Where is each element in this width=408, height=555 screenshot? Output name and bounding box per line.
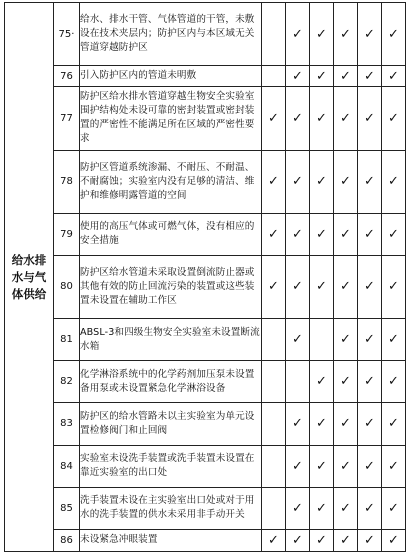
level-cell bbox=[262, 3, 286, 66]
item-number bbox=[54, 403, 80, 445]
level-cell bbox=[358, 529, 382, 551]
level-cell bbox=[310, 255, 334, 318]
level-cell bbox=[358, 213, 382, 255]
item-number-text: 76 bbox=[60, 70, 73, 82]
item-number-text: 79 bbox=[60, 228, 73, 240]
check-mark-icon: ✓ bbox=[364, 279, 375, 295]
category-cell bbox=[5, 3, 54, 552]
level-cell bbox=[358, 361, 382, 403]
check-mark-icon: ✓ bbox=[388, 279, 399, 295]
table-row bbox=[5, 255, 406, 318]
level-cell bbox=[382, 3, 406, 66]
item-number-text: 84 bbox=[60, 460, 73, 472]
check-mark-icon: ✓ bbox=[388, 500, 399, 516]
check-mark-icon: ✓ bbox=[268, 174, 279, 190]
item-number-suffix: · bbox=[71, 28, 75, 40]
item-description: 化学淋浴系统中的化学药剂加压泵未设置备用泵或未设置紧急化学淋浴设备 bbox=[80, 361, 262, 403]
check-mark-icon: ✓ bbox=[340, 500, 351, 516]
table-row bbox=[5, 66, 406, 87]
check-mark-icon: ✓ bbox=[268, 279, 279, 295]
check-mark-icon: ✓ bbox=[364, 68, 375, 84]
level-cell bbox=[310, 445, 334, 487]
check-mark-icon: ✓ bbox=[364, 500, 375, 516]
item-description: 防护区给水管道未采取设置倒流防止器或其他有效的防止回流污染的装置或这些装置未设置在辅助工作区 bbox=[80, 255, 262, 318]
check-mark-icon: ✓ bbox=[292, 174, 303, 190]
item-number bbox=[54, 487, 80, 529]
check-mark-icon: ✓ bbox=[340, 532, 351, 548]
level-cell bbox=[382, 361, 406, 403]
level-cell bbox=[262, 150, 286, 213]
check-mark-icon: ✓ bbox=[316, 68, 327, 84]
requirements-table bbox=[4, 2, 406, 552]
check-mark-icon: ✓ bbox=[388, 26, 399, 42]
level-cell bbox=[358, 66, 382, 87]
table-row bbox=[5, 529, 406, 551]
level-cell bbox=[382, 403, 406, 445]
check-mark-icon: ✓ bbox=[340, 110, 351, 126]
check-mark-icon: ✓ bbox=[388, 532, 399, 548]
level-cell bbox=[358, 3, 382, 66]
check-mark-icon: ✓ bbox=[316, 279, 327, 295]
level-cell bbox=[310, 150, 334, 213]
level-cell bbox=[382, 445, 406, 487]
level-cell bbox=[286, 361, 310, 403]
check-mark-icon: ✓ bbox=[316, 226, 327, 242]
level-cell bbox=[262, 361, 286, 403]
level-cell bbox=[358, 403, 382, 445]
level-cell bbox=[358, 150, 382, 213]
level-cell bbox=[334, 403, 358, 445]
level-cell bbox=[334, 255, 358, 318]
check-mark-icon: ✓ bbox=[340, 226, 351, 242]
table-row bbox=[5, 445, 406, 487]
check-mark-icon: ✓ bbox=[316, 174, 327, 190]
table-row bbox=[5, 361, 406, 403]
level-cell bbox=[262, 445, 286, 487]
level-cell bbox=[310, 361, 334, 403]
check-mark-icon: ✓ bbox=[388, 374, 399, 390]
item-number bbox=[54, 213, 80, 255]
check-mark-icon: ✓ bbox=[268, 226, 279, 242]
level-cell bbox=[286, 213, 310, 255]
check-mark-icon: ✓ bbox=[388, 458, 399, 474]
level-cell bbox=[262, 529, 286, 551]
level-cell bbox=[286, 87, 310, 150]
level-cell bbox=[310, 319, 334, 361]
level-cell bbox=[334, 213, 358, 255]
level-cell bbox=[310, 487, 334, 529]
table-row bbox=[5, 3, 406, 66]
level-cell bbox=[334, 87, 358, 150]
item-number bbox=[54, 66, 80, 87]
item-description: 防护区的给水管路未以主实验室为单元设置检修阀门和止回阀 bbox=[80, 403, 262, 445]
check-mark-icon: ✓ bbox=[340, 416, 351, 432]
level-cell bbox=[262, 487, 286, 529]
level-cell bbox=[286, 3, 310, 66]
level-cell bbox=[286, 255, 310, 318]
table-body bbox=[5, 3, 406, 552]
item-number-text: 86 bbox=[60, 534, 73, 546]
level-cell bbox=[382, 319, 406, 361]
level-cell bbox=[310, 213, 334, 255]
level-cell bbox=[262, 213, 286, 255]
level-cell bbox=[334, 3, 358, 66]
level-cell bbox=[334, 66, 358, 87]
level-cell bbox=[358, 255, 382, 318]
level-cell bbox=[358, 87, 382, 150]
item-description: ABSL-3和四级生物安全实验室未设置断流水箱 bbox=[80, 319, 262, 361]
check-mark-icon: ✓ bbox=[364, 374, 375, 390]
check-mark-icon: ✓ bbox=[292, 226, 303, 242]
item-number bbox=[54, 445, 80, 487]
level-cell bbox=[262, 66, 286, 87]
table-row bbox=[5, 150, 406, 213]
item-number bbox=[54, 255, 80, 318]
item-description: 防护区给水排水管道穿越生物安全实验室围护结构处未设可靠的密封装置或密封装置的严密性不能满足所在区域的严密性要求 bbox=[80, 87, 262, 150]
check-mark-icon: ✓ bbox=[340, 374, 351, 390]
level-cell bbox=[382, 66, 406, 87]
check-mark-icon: ✓ bbox=[388, 226, 399, 242]
item-description: 防护区管道系统渗漏、不耐压、不耐温、不耐腐蚀；实验室内没有足够的清洁、维护和维修明露管道的空间 bbox=[80, 150, 262, 213]
level-cell bbox=[382, 150, 406, 213]
check-mark-icon: ✓ bbox=[340, 279, 351, 295]
level-cell bbox=[286, 445, 310, 487]
check-mark-icon: ✓ bbox=[292, 110, 303, 126]
check-mark-icon: ✓ bbox=[316, 416, 327, 432]
item-number-text: 85 bbox=[60, 502, 73, 514]
check-mark-icon: ✓ bbox=[292, 26, 303, 42]
category-label-line: 水与气 bbox=[11, 269, 47, 284]
check-mark-icon: ✓ bbox=[364, 226, 375, 242]
level-cell bbox=[262, 255, 286, 318]
level-cell bbox=[382, 529, 406, 551]
level-cell bbox=[286, 150, 310, 213]
item-number-text: 81 bbox=[60, 334, 73, 346]
check-mark-icon: ✓ bbox=[340, 458, 351, 474]
level-cell bbox=[382, 255, 406, 318]
item-number bbox=[54, 361, 80, 403]
item-description: 引入防护区内的管道未明敷 bbox=[80, 66, 262, 87]
check-mark-icon: ✓ bbox=[268, 532, 279, 548]
item-number-text: 77 bbox=[60, 112, 73, 124]
check-mark-icon: ✓ bbox=[388, 174, 399, 190]
item-description: 给水、排水干管、气体管道的干管，未敷设在技术夹层内；防护区内与本区域无关管道穿越防护区 bbox=[80, 3, 262, 66]
level-cell bbox=[310, 403, 334, 445]
level-cell bbox=[334, 361, 358, 403]
table-row bbox=[5, 213, 406, 255]
item-description: 实验室未设洗手装置或洗手装置未设置在靠近实验室的出口处 bbox=[80, 445, 262, 487]
check-mark-icon: ✓ bbox=[388, 332, 399, 348]
check-mark-icon: ✓ bbox=[364, 26, 375, 42]
check-mark-icon: ✓ bbox=[268, 110, 279, 126]
check-mark-icon: ✓ bbox=[364, 332, 375, 348]
level-cell bbox=[286, 403, 310, 445]
table-row bbox=[5, 87, 406, 150]
level-cell bbox=[286, 66, 310, 87]
item-number-text: 75 bbox=[58, 28, 72, 40]
item-number-text: 82 bbox=[60, 376, 73, 388]
check-mark-icon: ✓ bbox=[340, 68, 351, 84]
check-mark-icon: ✓ bbox=[340, 26, 351, 42]
check-mark-icon: ✓ bbox=[316, 532, 327, 548]
check-mark-icon: ✓ bbox=[388, 416, 399, 432]
item-number bbox=[54, 87, 80, 150]
check-mark-icon: ✓ bbox=[364, 174, 375, 190]
level-cell bbox=[382, 87, 406, 150]
item-number bbox=[54, 150, 80, 213]
check-mark-icon: ✓ bbox=[292, 458, 303, 474]
check-mark-icon: ✓ bbox=[388, 110, 399, 126]
item-description: 未设紧急冲眼装置 bbox=[80, 529, 262, 551]
level-cell bbox=[334, 529, 358, 551]
category-label-line: 给水排 bbox=[11, 252, 47, 267]
check-mark-icon: ✓ bbox=[292, 332, 303, 348]
item-number-text: 80 bbox=[60, 281, 73, 293]
check-mark-icon: ✓ bbox=[316, 26, 327, 42]
check-mark-icon: ✓ bbox=[388, 68, 399, 84]
level-cell bbox=[382, 487, 406, 529]
level-cell bbox=[334, 445, 358, 487]
level-cell bbox=[286, 529, 310, 551]
check-mark-icon: ✓ bbox=[316, 458, 327, 474]
check-mark-icon: ✓ bbox=[316, 110, 327, 126]
level-cell bbox=[310, 66, 334, 87]
table-row bbox=[5, 403, 406, 445]
item-number bbox=[54, 3, 80, 66]
item-number bbox=[54, 319, 80, 361]
check-mark-icon: ✓ bbox=[292, 279, 303, 295]
item-description: 使用的高压气体或可燃气体，没有相应的安全措施 bbox=[80, 213, 262, 255]
item-number-text: 78 bbox=[60, 176, 73, 188]
check-mark-icon: ✓ bbox=[364, 458, 375, 474]
level-cell bbox=[310, 87, 334, 150]
check-mark-icon: ✓ bbox=[340, 174, 351, 190]
level-cell bbox=[262, 403, 286, 445]
table-row bbox=[5, 319, 406, 361]
check-mark-icon: ✓ bbox=[292, 416, 303, 432]
check-mark-icon: ✓ bbox=[316, 500, 327, 516]
level-cell bbox=[382, 213, 406, 255]
item-description: 洗手装置未设在主实验室出口处或对于用水的洗手装置的供水未采用非手动开关 bbox=[80, 487, 262, 529]
check-mark-icon: ✓ bbox=[292, 500, 303, 516]
check-mark-icon: ✓ bbox=[364, 110, 375, 126]
level-cell bbox=[358, 445, 382, 487]
check-mark-icon: ✓ bbox=[292, 68, 303, 84]
level-cell bbox=[334, 319, 358, 361]
check-mark-icon: ✓ bbox=[364, 416, 375, 432]
level-cell bbox=[358, 319, 382, 361]
level-cell bbox=[262, 319, 286, 361]
check-mark-icon: ✓ bbox=[292, 532, 303, 548]
level-cell bbox=[286, 487, 310, 529]
table-row bbox=[5, 487, 406, 529]
level-cell bbox=[334, 150, 358, 213]
level-cell bbox=[310, 529, 334, 551]
check-mark-icon: ✓ bbox=[364, 532, 375, 548]
check-mark-icon: ✓ bbox=[316, 374, 327, 390]
level-cell bbox=[358, 487, 382, 529]
level-cell bbox=[262, 87, 286, 150]
item-number-text: 83 bbox=[60, 418, 73, 430]
level-cell bbox=[310, 3, 334, 66]
item-number bbox=[54, 529, 80, 551]
level-cell bbox=[334, 487, 358, 529]
check-mark-icon: ✓ bbox=[340, 332, 351, 348]
level-cell bbox=[286, 319, 310, 361]
category-label-line: 体供给 bbox=[11, 286, 47, 301]
